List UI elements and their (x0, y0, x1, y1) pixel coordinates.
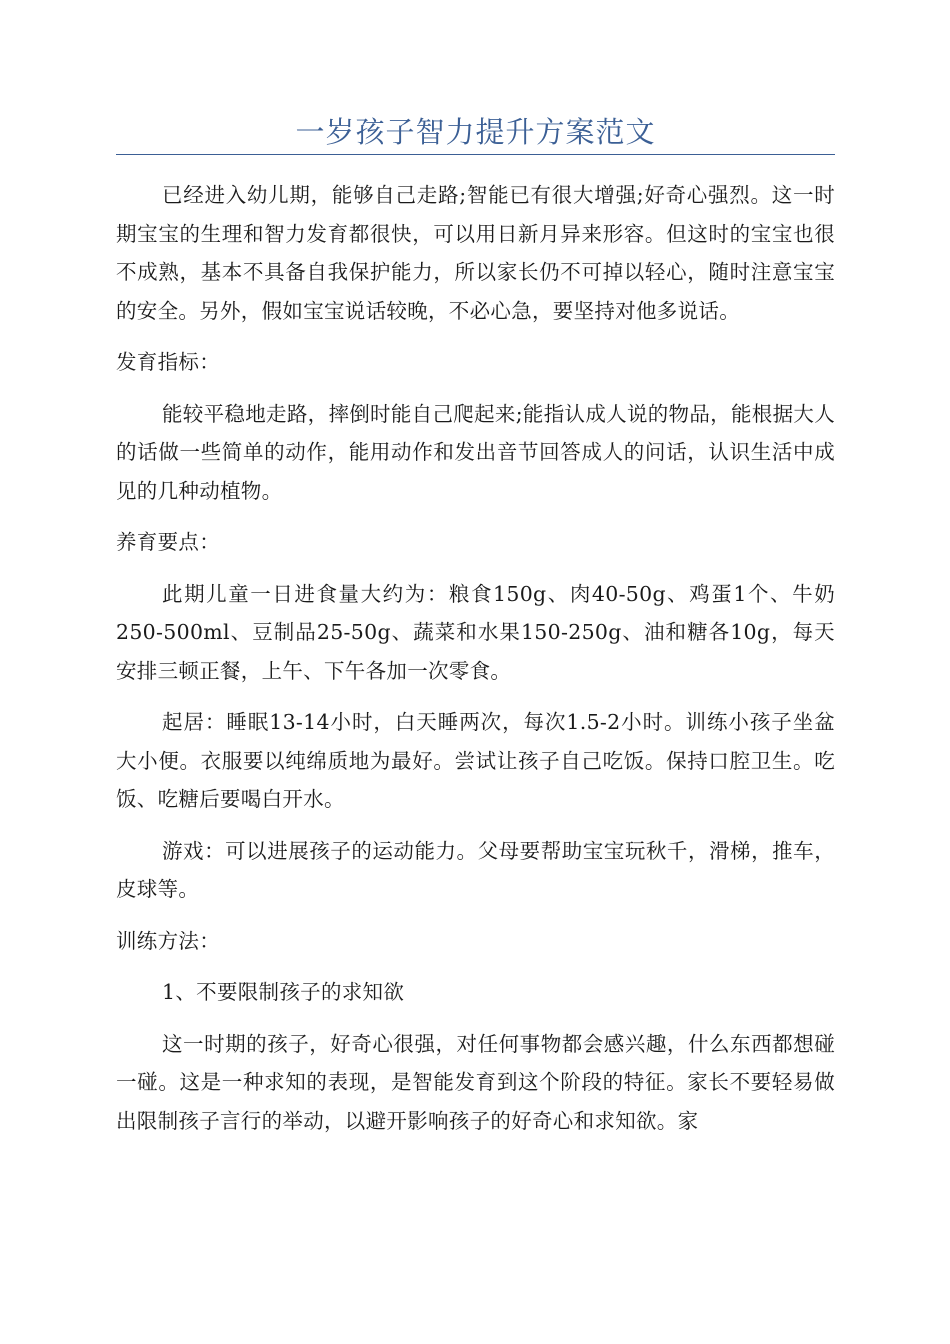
document-title: 一岁孩子智力提升方案范文 (295, 115, 656, 149)
heading-development-indicators: 发育指标： (116, 350, 220, 374)
paragraph-games: 游戏：可以进展孩子的运动能力。父母要帮助宝宝玩秋千，滑梯，推车，皮球等。 (116, 838, 835, 901)
paragraph-daily-routine: 起居：睡眠13-14小时，白天睡两次，每次1.5-2小时。训练小孩子坐盆大小便。衣服要以纯绵质地为最好。尝试让孩子自己吃饭。保持口腔卫生。吃饭、吃糖后要喝白开水。 (116, 710, 835, 811)
heading-training-methods: 训练方法： (116, 928, 220, 953)
subheading-method-1: 1、不要限制孩子的求知欲 (162, 980, 405, 1004)
paragraph-diet: 此期儿童一日进食量大约为：粮食150g、肉40-50g、鸡蛋1个、牛奶250-500ml、豆制品25-50g、蔬菜和水果150-250g、油和糖各10g，每天安排三顿正餐，上午、下午各加一次零食。 (116, 581, 835, 683)
paragraph-method-1: 这一时期的孩子，好奇心很强，对任何事物都会感兴趣，什么东西都想碰一碰。这是一种求知的表现，是智能发育到这个阶段的特征。家长不要轻易做出限制孩子言行的举动，以避开影响孩子的好奇心和求知欲。家 (116, 1031, 835, 1133)
heading-parenting-points: 养育要点： (116, 530, 220, 554)
paragraph-intro: 已经进入幼儿期，能够自己走路;智能已有很大增强;好奇心强烈。这一时期宝宝的生理和智力发育都很快，可以用日新月异来形容。但这时的宝宝也很不成熟，基本不具备自我保护能力，所以家长仍不可掉以轻心，随时注意宝宝的安全。另外，假如宝宝说话较晚，不必心急，要坚持对他多说话。 (116, 183, 835, 323)
title-underline (116, 154, 835, 155)
paragraph-development-indicators: 能较平稳地走路，摔倒时能自己爬起来;能指认成人说的物品，能根据大人的话做一些简单的动作，能用动作和发出音节回答成人的问话，认识生活中成见的几种动植物。 (116, 401, 835, 503)
document-body (116, 176, 835, 1153)
